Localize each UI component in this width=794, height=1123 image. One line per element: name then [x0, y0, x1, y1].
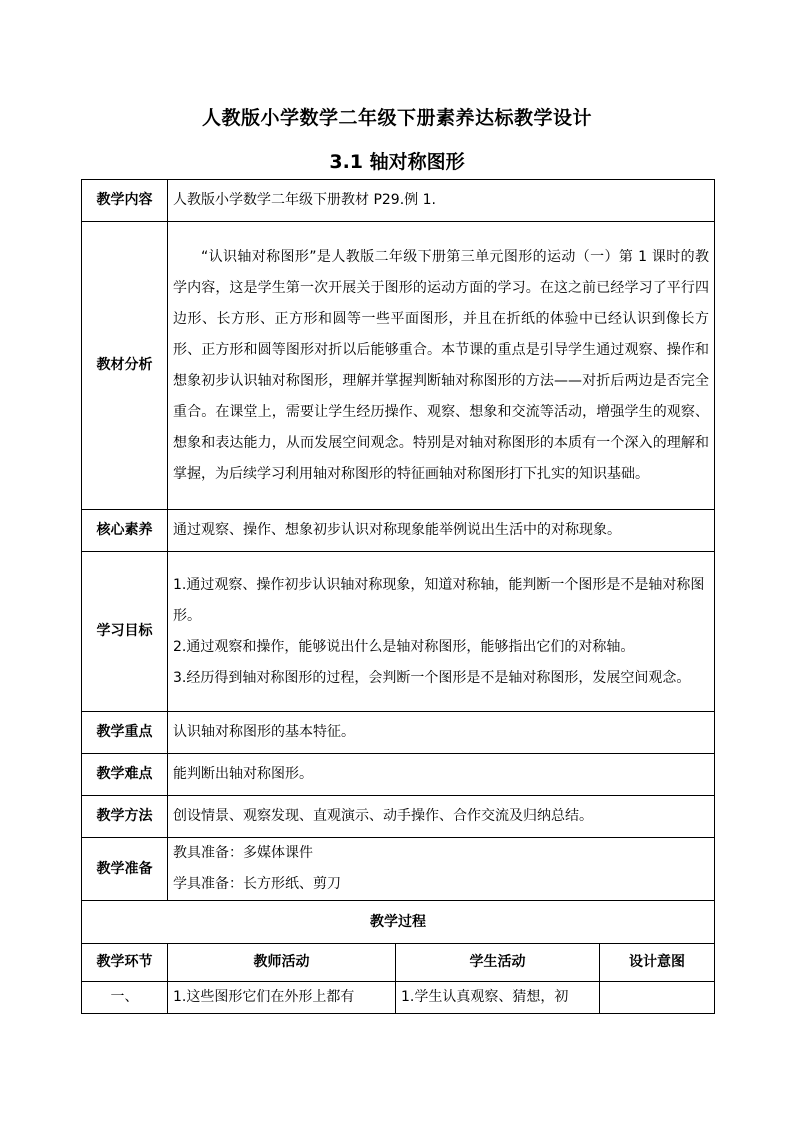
- label-core: 核心素养: [82, 510, 168, 552]
- label-prep: 教学准备: [82, 838, 168, 901]
- label-analysis: 教材分析: [82, 222, 168, 510]
- row-process-first: [82, 982, 715, 1014]
- row-process-columns: [82, 944, 715, 982]
- row-method: [82, 796, 715, 838]
- label-goals: 学习目标: [82, 552, 168, 712]
- row-prep: [82, 838, 715, 901]
- col-design-intent: 设计意图: [600, 944, 715, 982]
- row-content: [82, 180, 715, 222]
- label-content: 教学内容: [82, 180, 168, 222]
- value-core: 通过观察、操作、想象初步认识对称现象能举例说出生活中的对称现象。: [168, 510, 715, 552]
- goal-item-2: 2.通过观察和操作，能够说出什么是轴对称图形，能够指出它们的对称轴。: [173, 638, 635, 655]
- document-title: 人教版小学数学二年级下册素养达标教学设计: [201, 107, 592, 129]
- label-difficulty: 教学难点: [82, 754, 168, 796]
- value-prep: [168, 838, 715, 901]
- value-difficulty: 能判断出轴对称图形。: [168, 754, 715, 796]
- lesson-plan-table: [81, 179, 715, 1014]
- value-content: 人教版小学数学二年级下册教材 P29.例 1.: [168, 180, 715, 222]
- col-student-activity: 学生活动: [396, 944, 600, 982]
- row-process-heading: [82, 901, 715, 944]
- value-method: 创设情景、观察发现、直观演示、动手操作、合作交流及归纳总结。: [168, 796, 715, 838]
- value-key: 认识轴对称图形的基本特征。: [168, 712, 715, 754]
- row-analysis: [82, 222, 715, 510]
- col-teacher-activity: 教师活动: [168, 944, 396, 982]
- first-row-stage: 一、: [82, 982, 168, 1014]
- first-row-student: 1.学生认真观察、猜想，初: [396, 982, 600, 1014]
- document-subtitle: 3.1 轴对称图形: [329, 151, 465, 173]
- prep-teacher: 教具准备：多媒体课件: [173, 845, 313, 861]
- row-core: [82, 510, 715, 552]
- row-goals: [82, 552, 715, 712]
- col-stage: 教学环节: [82, 944, 168, 982]
- first-row-teacher: 1.这些图形它们在外形上都有: [168, 982, 396, 1014]
- goal-item-3: 3.经历得到轴对称图形的过程，会判断一个图形是不是轴对称图形，发展空间观念。: [173, 669, 691, 686]
- label-key: 教学重点: [82, 712, 168, 754]
- row-key: [82, 712, 715, 754]
- label-method: 教学方法: [82, 796, 168, 838]
- value-analysis: “认识轴对称图形”是人教版二年级下册第三单元图形的运动（一）第 1 课时的教学内容，这是学生第一次开展关于图形的运动方面的学习。在这之前已经学习了平行四边形、长方形、正方形和圆等一些平面图形，并且在折纸的体验中已经认识到像长方形、正方形和圆等图形对折以后能够重合。本节课的重点是引导学生通过观察、操作和想象初步认识轴对称图形，理解并掌握判断轴对称图形的方法——对折后两边是否完全重合。在课堂上，需要让学生经历操作、观察、想象和交流等活动，增强学生的观察、想象和表达能力，从而发展空间观念。特别是对轴对称图形的本质有一个深入的理解和掌握，为后续学习利用轴对称图形的特征画轴对称图形打下扎实的知识基础。: [168, 222, 715, 510]
- process-heading: 教学过程: [82, 901, 715, 944]
- first-row-intent: [600, 982, 715, 1014]
- prep-student: 学具准备：长方形纸、剪刀: [173, 876, 341, 892]
- row-difficulty: [82, 754, 715, 796]
- value-goals: [168, 552, 715, 712]
- goal-item-1: 1.通过观察、操作初步认识轴对称现象，知道对称轴，能判断一个图形是不是轴对称图形。: [173, 576, 705, 624]
